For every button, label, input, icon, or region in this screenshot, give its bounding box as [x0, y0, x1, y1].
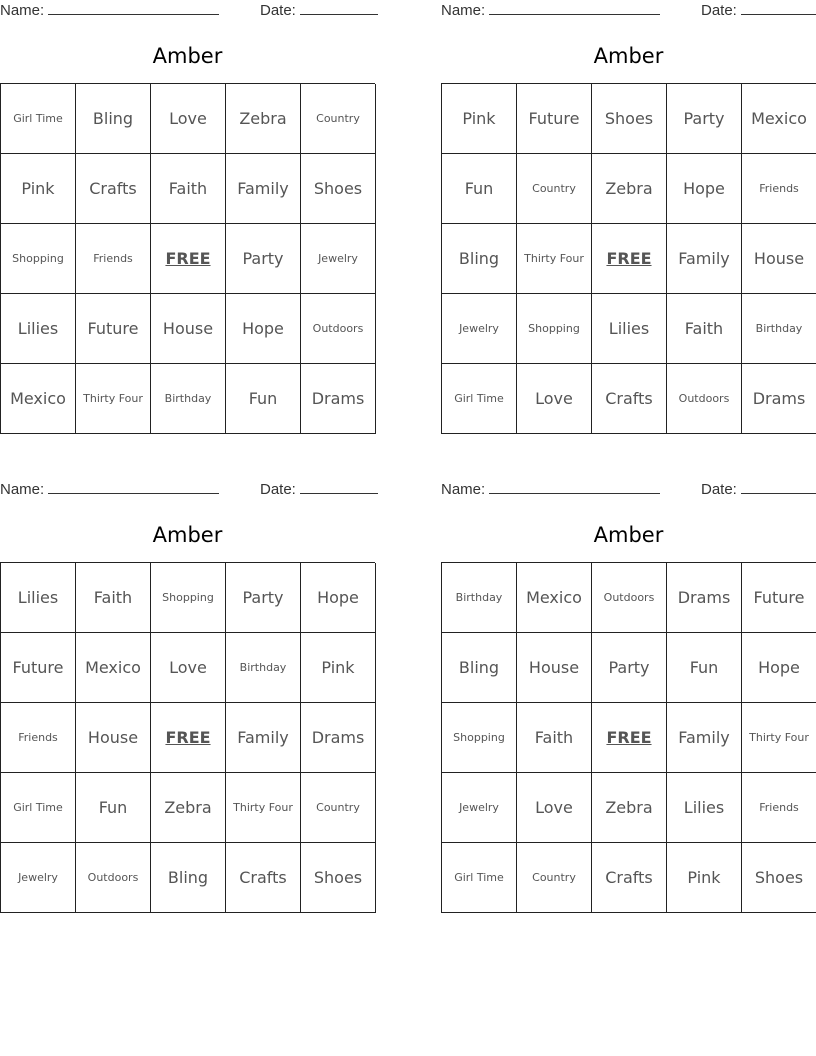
free-space-cell: FREE: [151, 703, 226, 773]
bingo-cell: Lilies: [667, 773, 742, 843]
name-label: Name:: [0, 481, 45, 498]
name-field[interactable]: [0, 479, 219, 499]
bingo-cell: Mexico: [76, 633, 151, 703]
bingo-cell: Shopping: [1, 224, 76, 294]
name-label: Name:: [441, 2, 486, 19]
bingo-cell: Bling: [442, 224, 517, 294]
bingo-cell: Bling: [151, 843, 226, 913]
bingo-cell: Faith: [76, 563, 151, 633]
bingo-card-4: [441, 479, 816, 914]
bingo-cell: Birthday: [742, 294, 816, 364]
bingo-cell: Party: [667, 84, 742, 154]
name-field[interactable]: [441, 479, 660, 499]
bingo-cell: Friends: [742, 154, 816, 224]
bingo-cell: Bling: [442, 633, 517, 703]
bingo-grid: [0, 83, 375, 434]
bingo-cell: Friends: [76, 224, 151, 294]
bingo-cell: Thirty Four: [517, 224, 592, 294]
bingo-cell: Crafts: [592, 364, 667, 434]
bingo-cell: Family: [667, 224, 742, 294]
date-label: Date:: [260, 2, 296, 19]
bingo-cell: Shopping: [517, 294, 592, 364]
bingo-cell: Birthday: [151, 364, 226, 434]
name-line[interactable]: [489, 0, 660, 15]
bingo-cell: Fun: [667, 633, 742, 703]
date-line[interactable]: [300, 0, 378, 15]
card-title: Amber: [152, 523, 223, 547]
bingo-cell: Mexico: [517, 563, 592, 633]
bingo-cell: Country: [301, 773, 376, 843]
bingo-cell: Drams: [667, 563, 742, 633]
date-field[interactable]: [260, 479, 378, 499]
bingo-cell: Girl Time: [1, 84, 76, 154]
bingo-cell: Outdoors: [592, 563, 667, 633]
bingo-cell: Family: [667, 703, 742, 773]
bingo-cell: Fun: [226, 364, 301, 434]
bingo-cell: Friends: [1, 703, 76, 773]
bingo-cell: Lilies: [1, 563, 76, 633]
name-field[interactable]: [0, 0, 219, 20]
bingo-cell: Future: [1, 633, 76, 703]
name-line[interactable]: [48, 479, 219, 494]
bingo-cell: Zebra: [151, 773, 226, 843]
bingo-cell: Shoes: [301, 154, 376, 224]
bingo-cell: Shoes: [742, 843, 816, 913]
bingo-cell: Jewelry: [442, 773, 517, 843]
card-title: Amber: [593, 44, 664, 68]
bingo-cell: Country: [301, 84, 376, 154]
bingo-cell: Outdoors: [667, 364, 742, 434]
bingo-cell: Love: [151, 633, 226, 703]
bingo-cell: Hope: [667, 154, 742, 224]
bingo-cell: Drams: [742, 364, 816, 434]
bingo-cell: Pink: [667, 843, 742, 913]
bingo-cell: Girl Time: [442, 843, 517, 913]
bingo-cell: Thirty Four: [226, 773, 301, 843]
bingo-grid: [0, 562, 375, 913]
bingo-cell: Country: [517, 843, 592, 913]
bingo-cell: Mexico: [742, 84, 816, 154]
bingo-cell: Crafts: [226, 843, 301, 913]
bingo-cell: Jewelry: [1, 843, 76, 913]
bingo-cell: Drams: [301, 703, 376, 773]
bingo-cell: Shoes: [301, 843, 376, 913]
card-title: Amber: [593, 523, 664, 547]
date-field[interactable]: [701, 0, 816, 20]
bingo-cell: Fun: [442, 154, 517, 224]
bingo-cell: Crafts: [76, 154, 151, 224]
bingo-cell: Pink: [1, 154, 76, 224]
bingo-cell: Crafts: [592, 843, 667, 913]
date-label: Date:: [701, 481, 737, 498]
date-line[interactable]: [300, 479, 378, 494]
bingo-cell: Jewelry: [301, 224, 376, 294]
bingo-cell: Future: [517, 84, 592, 154]
bingo-cell: Zebra: [592, 773, 667, 843]
name-label: Name:: [0, 2, 45, 19]
bingo-cell: Hope: [742, 633, 816, 703]
bingo-cell: Girl Time: [1, 773, 76, 843]
bingo-cell: Mexico: [1, 364, 76, 434]
bingo-cell: Friends: [742, 773, 816, 843]
bingo-cell: Party: [592, 633, 667, 703]
bingo-card-2: [441, 0, 816, 435]
bingo-cell: Outdoors: [301, 294, 376, 364]
free-space-cell: FREE: [592, 703, 667, 773]
bingo-cell: Family: [226, 154, 301, 224]
free-space-cell: FREE: [592, 224, 667, 294]
name-line[interactable]: [489, 479, 660, 494]
bingo-cell: Hope: [301, 563, 376, 633]
name-field[interactable]: [441, 0, 660, 20]
bingo-cell: Love: [517, 364, 592, 434]
date-field[interactable]: [260, 0, 378, 20]
bingo-grid: [441, 83, 816, 434]
bingo-cell: Lilies: [592, 294, 667, 364]
bingo-cell: Drams: [301, 364, 376, 434]
bingo-cell: Faith: [667, 294, 742, 364]
bingo-cell: Birthday: [226, 633, 301, 703]
bingo-cell: Family: [226, 703, 301, 773]
bingo-cell: Zebra: [592, 154, 667, 224]
bingo-cell: Zebra: [226, 84, 301, 154]
date-label: Date:: [701, 2, 737, 19]
date-label: Date:: [260, 481, 296, 498]
bingo-cell: House: [742, 224, 816, 294]
card-title: Amber: [152, 44, 223, 68]
bingo-cell: Lilies: [1, 294, 76, 364]
bingo-grid: [441, 562, 816, 913]
bingo-cell: Birthday: [442, 563, 517, 633]
bingo-cell: Thirty Four: [742, 703, 816, 773]
bingo-cell: Love: [151, 84, 226, 154]
bingo-cell: Faith: [517, 703, 592, 773]
bingo-cell: Future: [742, 563, 816, 633]
bingo-cell: Bling: [76, 84, 151, 154]
bingo-cell: Party: [226, 224, 301, 294]
date-line[interactable]: [741, 0, 816, 15]
bingo-cell: House: [151, 294, 226, 364]
free-space-cell: FREE: [151, 224, 226, 294]
bingo-cell: Party: [226, 563, 301, 633]
bingo-cell: Country: [517, 154, 592, 224]
bingo-cell: Pink: [442, 84, 517, 154]
bingo-card-3: [0, 479, 375, 914]
bingo-cell: Hope: [226, 294, 301, 364]
bingo-cell: Love: [517, 773, 592, 843]
bingo-cell: Faith: [151, 154, 226, 224]
date-line[interactable]: [741, 479, 816, 494]
bingo-cell: Future: [76, 294, 151, 364]
date-field[interactable]: [701, 479, 816, 499]
name-label: Name:: [441, 481, 486, 498]
bingo-card-1: [0, 0, 375, 435]
bingo-cell: House: [76, 703, 151, 773]
bingo-cell: Girl Time: [442, 364, 517, 434]
bingo-cell: House: [517, 633, 592, 703]
bingo-cell: Fun: [76, 773, 151, 843]
bingo-cell: Thirty Four: [76, 364, 151, 434]
bingo-cell: Shopping: [442, 703, 517, 773]
bingo-cell: Outdoors: [76, 843, 151, 913]
bingo-cell: Shoes: [592, 84, 667, 154]
bingo-cell: Pink: [301, 633, 376, 703]
bingo-cell: Shopping: [151, 563, 226, 633]
name-line[interactable]: [48, 0, 219, 15]
bingo-cell: Jewelry: [442, 294, 517, 364]
